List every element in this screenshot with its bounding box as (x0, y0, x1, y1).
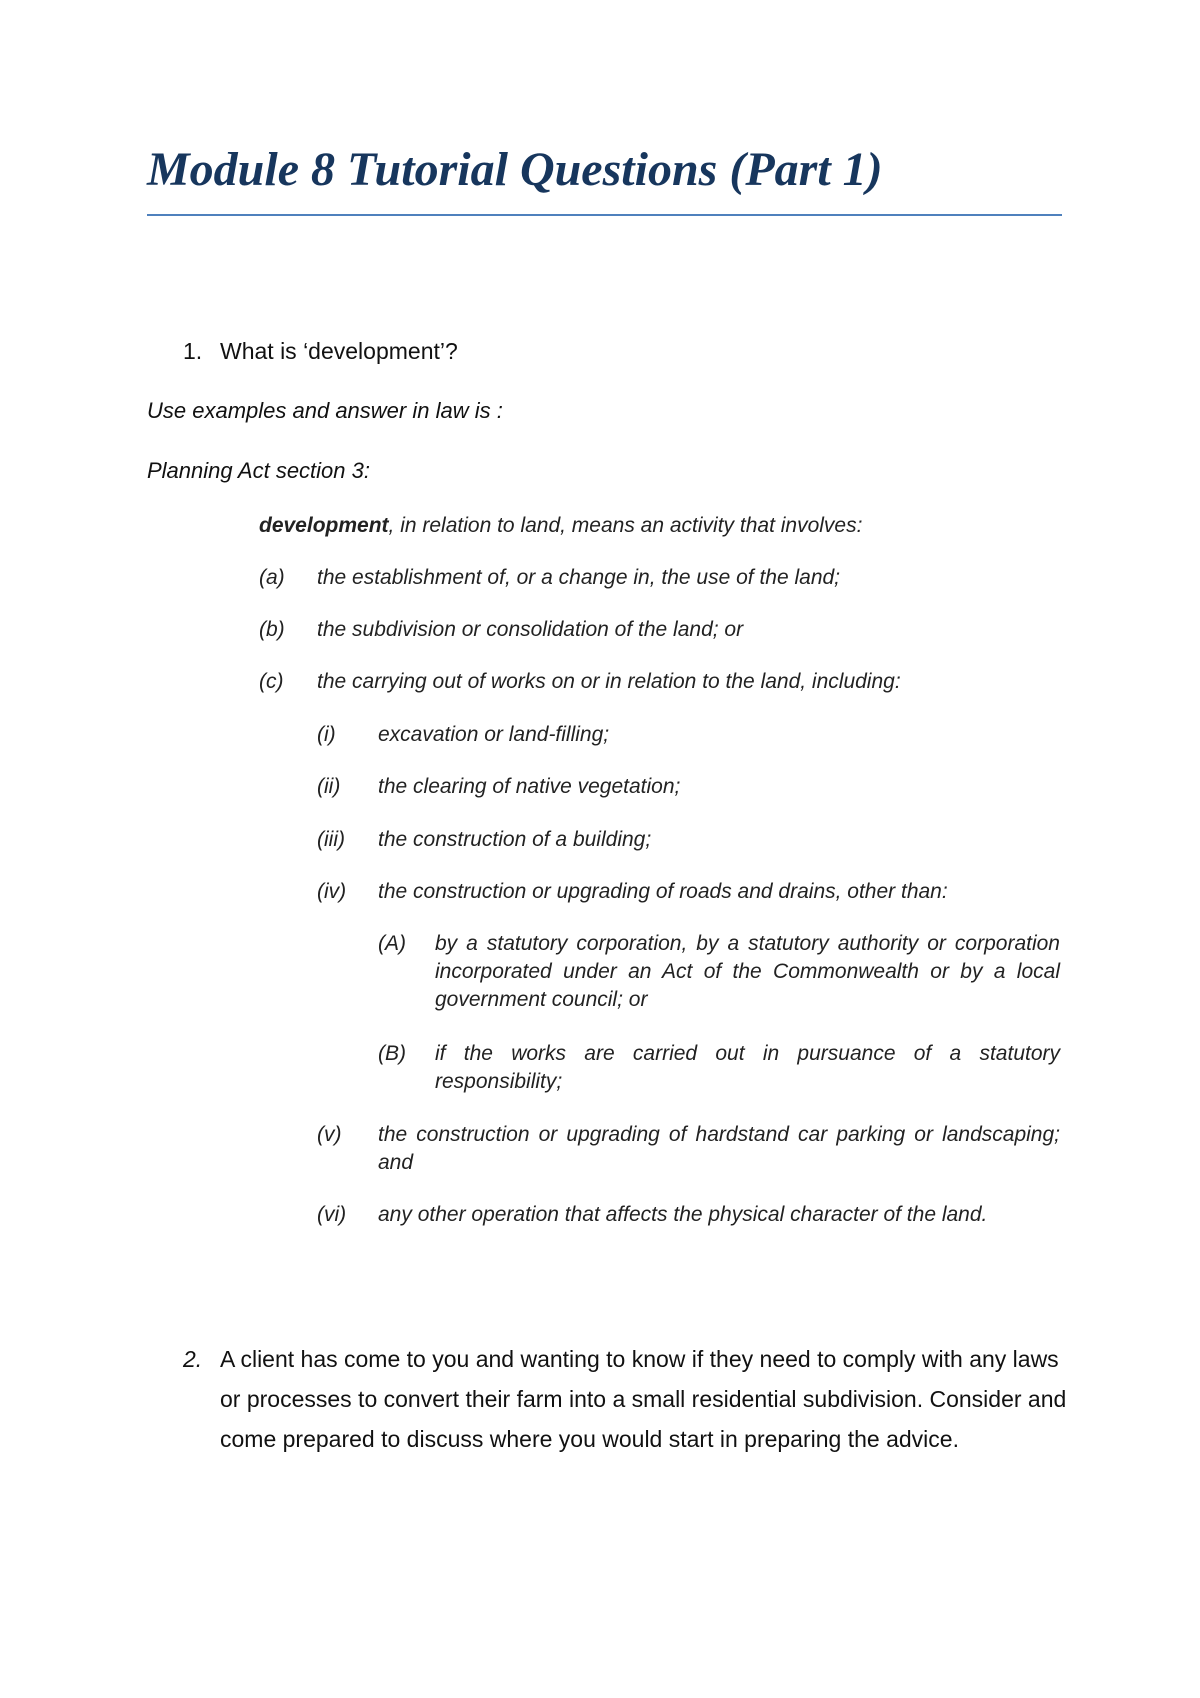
question-2-text: A client has come to you and wanting to know if they need to comply with any laws or processes to convert their farm into a small residential subdivision. Consider and come prepared to discuss where you would start in preparing the advice. (220, 1346, 1067, 1452)
question-1-text: What is ‘development’? (220, 338, 458, 364)
lead-in-text: Use examples and answer in law is : (147, 398, 503, 423)
item-text: the subdivision or consolidation of the land; or (317, 618, 744, 641)
question-1-number: 1. (183, 338, 203, 364)
source-reference: Planning Act section 3: (147, 458, 370, 483)
definition-intro-text: , in relation to land, means an activity that involves: (388, 514, 863, 537)
item-label: (a) (259, 566, 285, 589)
definition-intro (259, 512, 862, 540)
subsubitem-label: (B) (378, 1042, 406, 1065)
subitem-label: (v) (317, 1123, 342, 1146)
subitem-label: (ii) (317, 775, 341, 798)
title-underline (147, 214, 1062, 216)
page-title: Module 8 Tutorial Questions (Part 1) (147, 143, 883, 196)
subitem-text: any other operation that affects the physical character of the land. (378, 1203, 988, 1226)
question-2-number: 2. (183, 1346, 203, 1372)
definition-term: development (259, 514, 389, 537)
item-label: (c) (259, 670, 284, 693)
subitem-text: excavation or land-filling; (378, 723, 610, 746)
subitem-label: (iii) (317, 828, 345, 851)
item-label: (b) (259, 618, 285, 641)
item-text: the carrying out of works on or in relation to the land, including: (317, 670, 901, 693)
subitem-label: (iv) (317, 880, 347, 903)
subsubitem-text: by a statutory corporation, by a statutory authority or corporation incorporated under an Act of the Commonwealth or by a local government council; or (435, 932, 1060, 1011)
subitem-label: (vi) (317, 1203, 347, 1226)
subitem-text: the clearing of native vegetation; (378, 775, 681, 798)
subitem-text: the construction of a building; (378, 828, 652, 851)
subsubitem-label: (A) (378, 932, 406, 955)
subitem-text: the construction or upgrading of roads and drains, other than: (378, 880, 948, 903)
item-text: the establishment of, or a change in, the use of the land; (317, 566, 841, 589)
subsubitem-text: if the works are carried out in pursuance of a statutory responsibility; (435, 1042, 1060, 1093)
subitem-text: the construction or upgrading of hardstand car parking or landscaping; and (378, 1123, 1060, 1174)
subitem-label: (i) (317, 723, 336, 746)
